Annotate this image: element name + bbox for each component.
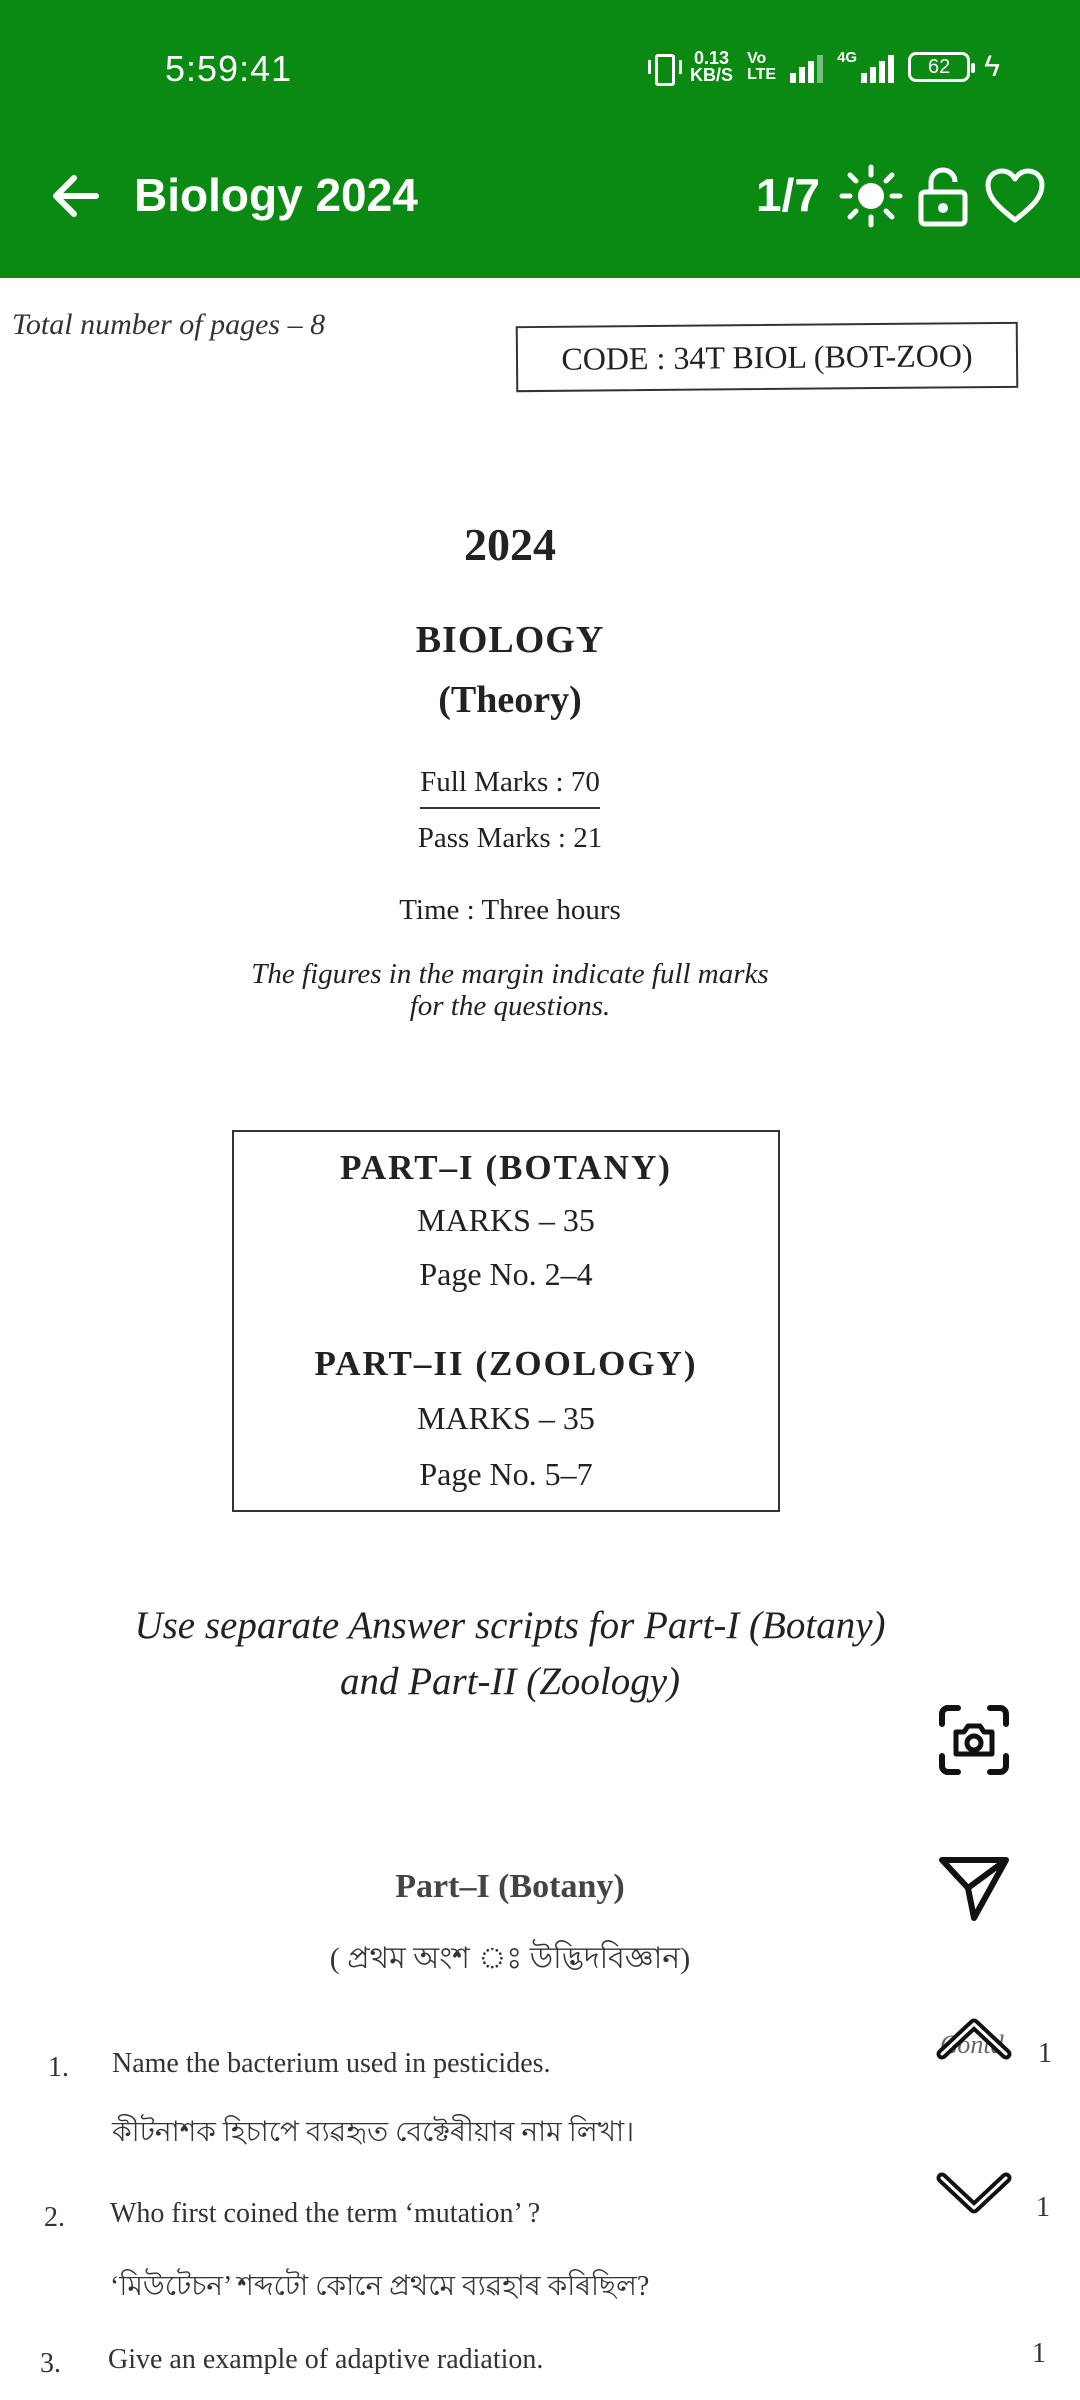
share-send-icon — [936, 1850, 1012, 1926]
screenshot-button[interactable] — [930, 1696, 1018, 1784]
back-arrow-icon — [48, 168, 104, 224]
scroll-down-icon — [934, 2164, 1014, 2220]
question-number: 1. — [48, 2052, 69, 2083]
part2-pages: Page No. 5–7 — [419, 1456, 593, 1492]
question-assamese: কীটনাশক হিচাপে ব্যৱহৃত বেক্টেৰীয়াৰ নাম লিখা। — [112, 2117, 635, 2148]
question-number: 3. — [40, 2348, 61, 2379]
scroll-up-button[interactable] — [930, 1996, 1018, 2084]
answer-scripts-note — [0, 1598, 1020, 1710]
battery-level: 62 — [927, 55, 951, 78]
brightness-button[interactable] — [836, 160, 906, 232]
answer-scripts-line1: Use separate Answer scripts for Part-I (Botany) — [134, 1604, 886, 1647]
part2-heading: PART–II (ZOOLOGY) — [314, 1344, 698, 1383]
question-assamese: ‘মিউটেচন’ শব্দটো কোনে প্ৰথমে ব্যৱহাৰ কৰিছিল? — [110, 2271, 650, 2302]
network-type: 4G — [837, 48, 858, 66]
section-heading: Part–I (Botany) — [395, 1868, 625, 1905]
scroll-down-button[interactable] — [930, 2148, 1018, 2236]
subject-subtitle: (Theory) — [438, 679, 582, 721]
net-speed — [690, 50, 733, 84]
document-page[interactable] — [0, 278, 1080, 2400]
full-marks — [0, 766, 1020, 809]
marks-note — [0, 958, 1020, 1022]
volte-icon — [747, 51, 776, 83]
marks-note-line1: The figures in the margin indicate full marks — [251, 958, 769, 990]
question-number: 2. — [44, 2202, 65, 2233]
status-time: 5:59:41 — [165, 48, 293, 89]
part1-pages: Page No. 2–4 — [419, 1256, 593, 1292]
back-button[interactable] — [40, 160, 112, 232]
volte-top: Vo — [747, 50, 767, 67]
screenshot-icon — [936, 1702, 1012, 1778]
part2-marks: MARKS – 35 — [417, 1400, 595, 1436]
paper-code: CODE : 34T BIOL (BOT-ZOO) — [516, 322, 1019, 392]
question-marks: 1 — [1032, 2338, 1046, 2369]
share-button[interactable] — [930, 1844, 1018, 1932]
signal-icon-2 — [861, 51, 894, 83]
part1-heading: PART–I (BOTANY) — [340, 1148, 672, 1187]
answer-scripts-line2: and Part-II (Zoology) — [339, 1660, 681, 1703]
page-title: Biology 2024 — [134, 169, 418, 221]
contd-text: Contd. — [940, 2030, 1011, 2059]
question-marks: 1 — [1036, 2192, 1050, 2223]
exam-year: 2024 — [464, 519, 556, 570]
question-english: Give an example of adaptive radiation. — [108, 2344, 544, 2375]
total-pages-text: Total number of pages – 8 — [12, 308, 326, 341]
section-subheading: ( প্ৰথম অংশ ঃ উদ্ভিদবিজ্ঞান) — [329, 1942, 691, 1975]
heart-icon — [983, 166, 1047, 226]
volte-bottom: LTE — [747, 66, 777, 83]
net-speed-value: 0.13 — [694, 48, 730, 68]
brightness-icon — [839, 164, 903, 228]
page-indicator[interactable]: 1/7 — [756, 169, 820, 221]
parts-summary-box — [232, 1130, 780, 1512]
battery-icon — [908, 52, 970, 82]
part1-marks: MARKS – 35 — [417, 1202, 595, 1238]
status-icons — [648, 50, 1000, 84]
subject-title: BIOLOGY — [415, 619, 605, 661]
question-marks: 1 — [1038, 2038, 1052, 2069]
lock-icon — [913, 164, 973, 228]
charging-icon: ϟ — [984, 50, 1000, 83]
question-english: Who first coined the term ‘mutation’ ? — [110, 2198, 541, 2229]
scroll-up-icon — [934, 2012, 1014, 2068]
app-header — [0, 0, 1080, 278]
vibrate-icon — [648, 50, 676, 84]
exam-time: Time : Three hours — [399, 894, 621, 926]
marks-note-line2: for the questions. — [409, 990, 611, 1022]
net-speed-unit: KB/S — [690, 65, 734, 85]
favorite-button[interactable] — [980, 160, 1050, 232]
pass-marks: Pass Marks : 21 — [417, 822, 603, 854]
signal-icon-1 — [790, 51, 823, 83]
question-english: Name the bacterium used in pesticides. — [112, 2048, 551, 2079]
full-marks-text: Full Marks : 70 — [420, 766, 600, 809]
lock-button[interactable] — [908, 160, 978, 232]
